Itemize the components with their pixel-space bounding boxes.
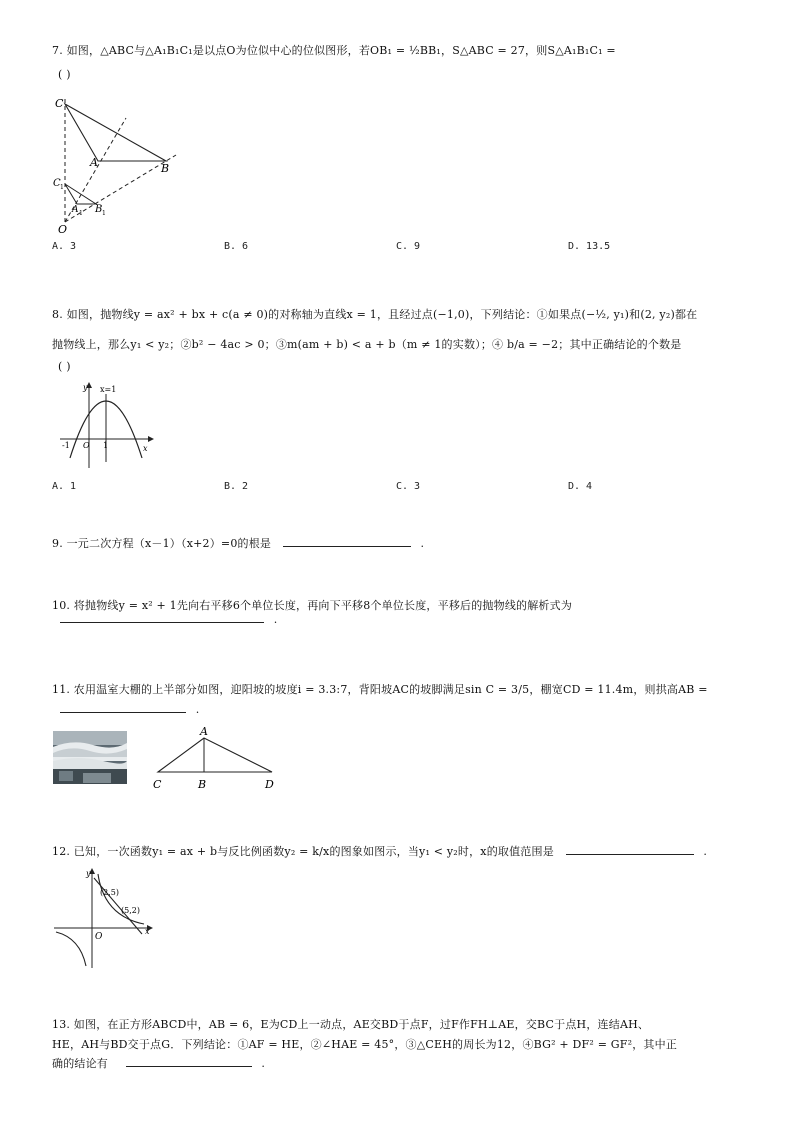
q8-label-y: y xyxy=(83,383,88,392)
q12-end: . xyxy=(703,845,708,858)
q7-option-c: C. 9 xyxy=(396,241,421,252)
q10-answer-row xyxy=(60,612,277,626)
q8-option-d: D. 4 xyxy=(568,481,593,492)
q7-text: 7. 如图，△ABC与△A₁B₁C₁是以点O为位似中心的位似图形，若OB₁ = ½BB₁，S△ABC = 27，则S△A₁B₁C₁ = xyxy=(52,44,616,57)
q7-option-a: A. 3 xyxy=(52,241,77,252)
q12-label-o: O xyxy=(95,932,103,942)
q13-row3 xyxy=(52,1055,265,1071)
q12-label-y: y xyxy=(86,869,91,878)
q8-label-x: x xyxy=(143,444,148,453)
q7-option-d: D. 13.5 xyxy=(568,241,611,252)
q11-label-a: A xyxy=(200,725,208,738)
q10-text: 10. 将抛物线y = x² + 1先向右平移6个单位长度，再向下平移8个单位长度，平移后的抛物线的解析式为 xyxy=(52,599,573,612)
q8-text-line1: 8. 如图，抛物线y = ax² + bx + c(a ≠ 0)的对称轴为直线x = 1，且经过点(−1,0)，下列结论：①如果点(−½, y₁)和(2, y₂)都在 xyxy=(52,308,698,321)
q8-label-axis: x=1 xyxy=(100,385,117,394)
q12-figure xyxy=(52,866,156,970)
q13-answer-blank[interactable] xyxy=(126,1056,252,1067)
q10-end: . xyxy=(273,613,278,626)
q13-text-line1: 13. 如图，在正方形ABCD中，AB = 6，E为CD上一动点，AE交BD于点F，过F作FH⊥AE，交BC于点H，连结AH、 xyxy=(52,1018,650,1031)
q11-label-d: D xyxy=(265,778,274,791)
q7-answer-paren: ( ) xyxy=(58,68,71,81)
q7-figure xyxy=(48,92,188,237)
q8-label-o: O xyxy=(83,441,90,450)
q11-greenhouse-photo xyxy=(53,731,127,784)
q11-text: 11. 农用温室大棚的上半部分如图，迎阳坡的坡度i = 3.3:7，背阳坡AC的坡脚满足sin C = 3/5，棚宽CD = 11.4m，则拱高AB = xyxy=(52,683,708,696)
q7-label-a: A xyxy=(90,156,98,169)
q11-figure xyxy=(148,722,280,794)
q12-row xyxy=(52,843,707,859)
q7-option-b: B. 6 xyxy=(224,241,249,252)
q8-option-a: A. 1 xyxy=(52,481,77,492)
q9-row xyxy=(52,535,424,551)
q8-figure xyxy=(56,380,156,470)
q11-end: . xyxy=(195,703,200,716)
q9-end: . xyxy=(420,537,425,550)
q12-text: 12. 已知，一次函数y₁ = ax + b与反比例函数y₂ = k/x的图象如图示，当y₁ < y₂时，x的取值范围是 xyxy=(52,845,554,858)
q13-text-line3: 确的结论有 xyxy=(52,1057,108,1070)
q8-text-line2: 抛物线上，那么y₁ < y₂；②b² − 4ac > 0；③m(am + b) < a + b（m ≠ 1的实数）；④ b/a = −2；其中正确结论的个数是 xyxy=(52,338,682,351)
q13-text-line2: HE，AH与BD交于点G．下列结论：①AF = HE，②∠HAE = 45°，③△CEH的周长为12，④BG² + DF² = GF²，其中正 xyxy=(52,1038,678,1051)
q11-label-c: C xyxy=(153,778,162,791)
q7-label-b1-sub: 1 xyxy=(102,210,106,217)
q9-answer-blank[interactable] xyxy=(283,536,411,547)
q9-text: 9. 一元二次方程（x－1）（x+2）=0的根是 xyxy=(52,537,272,550)
q8-x-arrow xyxy=(148,436,154,442)
q8-option-b: B. 2 xyxy=(224,481,249,492)
q7-label-c1: C xyxy=(53,178,61,189)
q8-label-one: 1 xyxy=(103,441,109,450)
q7-triangle-a1b1c1 xyxy=(65,184,96,204)
q7-label-c: C xyxy=(55,97,64,110)
q12-answer-blank[interactable] xyxy=(566,844,694,855)
q11-triangle-acd xyxy=(158,738,272,772)
q12-label-p1: (2,5) xyxy=(100,888,119,897)
q7-label-a1: A xyxy=(72,205,79,215)
q8-option-c: C. 3 xyxy=(396,481,421,492)
q11-label-b: B xyxy=(198,778,207,791)
q7-triangle-abc xyxy=(65,104,166,161)
q10-answer-blank[interactable] xyxy=(60,612,264,623)
q7-label-b1: B xyxy=(95,204,103,215)
q7-label-b: B xyxy=(161,162,170,175)
q12-hyperbola-q3 xyxy=(56,932,86,966)
q7-label-a1-sub: 1 xyxy=(79,210,83,217)
q8-answer-paren: ( ) xyxy=(58,360,71,373)
q11-answer-row xyxy=(60,702,199,716)
q12-label-p2: (5,2) xyxy=(121,906,140,915)
q12-hyperbola-q1 xyxy=(98,874,144,924)
q13-end: . xyxy=(261,1057,266,1070)
q7-label-o: O xyxy=(58,223,68,236)
q12-label-x: x xyxy=(145,927,150,936)
q11-answer-blank[interactable] xyxy=(60,702,186,713)
q7-label-c1-sub: 1 xyxy=(60,184,64,191)
q8-label-neg1: -1 xyxy=(62,441,70,450)
